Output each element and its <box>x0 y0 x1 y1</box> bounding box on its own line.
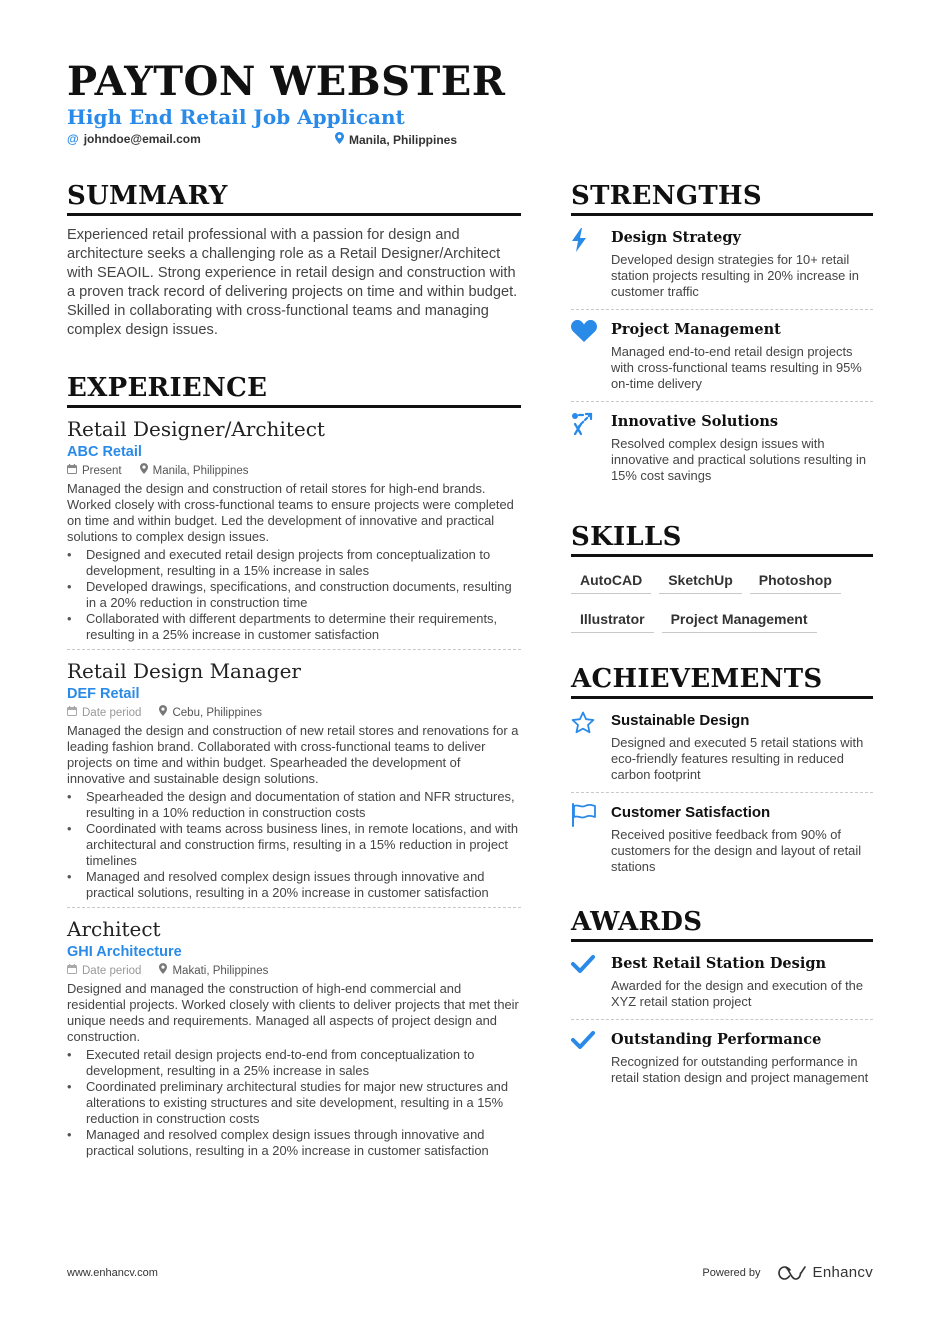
left-column <box>67 180 521 1165</box>
job-meta <box>67 963 521 979</box>
skill-tag: SketchUp <box>659 565 742 594</box>
job-entry <box>67 416 521 649</box>
bullet-item: • Executed retail design projects end-to-end from conceptualization to development, resulting in a 25% increase in sales <box>67 1047 521 1079</box>
achievement-item <box>571 792 873 884</box>
awards-section <box>571 906 873 1095</box>
strength-title: Design Strategy <box>611 229 741 246</box>
job-period: Present <box>82 465 122 477</box>
award-item <box>571 1019 873 1095</box>
strength-item <box>571 401 873 493</box>
achievement-title: Sustainable Design <box>611 712 750 729</box>
bullet-item: • Coordinated with teams across business lines, in remote locations, and with architectural and construction firms, resulting in a 15% reduction in project timelines <box>67 821 521 869</box>
award-description: Awarded for the design and execution of the XYZ retail station project <box>611 978 864 1009</box>
strength-title: Project Management <box>611 321 781 338</box>
bullet-item: • Collaborated with different departments to determine their requirements, resulting in a 25% increase in customer satisfaction <box>67 611 521 643</box>
powered-by-label: Powered by <box>702 1266 761 1279</box>
footer-site-link[interactable]: www.enhancv.com <box>67 1267 158 1279</box>
company-name: ABC Retail <box>67 444 142 460</box>
achievement-title: Customer Satisfaction <box>611 804 771 821</box>
award-description: Recognized for outstanding performance in retail station design and project management <box>611 1054 869 1085</box>
achievements-heading: ACHIEVEMENTS <box>571 663 873 699</box>
job-description: Managed the design and construction of new retail stores and renovations for a leading fashion brand. Collaborated with cross-functional teams to deliver projects on time and within budget. Spearheaded the development of innovative and sustainable design solutions. <box>67 723 519 786</box>
company-name: DEF Retail <box>67 686 140 702</box>
job-title: Retail Designer/Architect <box>67 417 325 441</box>
bullet-item: • Designed and executed retail design projects from conceptualization to development, resulting in a 15% increase in sales <box>67 547 521 579</box>
bullet-item: • Coordinated preliminary architectural studies for major new structures and alterations to existing structures and site development, resulting in a 15% reduction in construction costs <box>67 1079 521 1127</box>
route-icon <box>571 412 611 484</box>
job-meta <box>67 705 521 721</box>
summary-section <box>67 180 521 340</box>
job-period: Date period <box>82 965 142 977</box>
achievement-description: Received positive feedback from 90% of customers for the design and layout of retail stations <box>611 827 862 874</box>
job-entry <box>67 649 521 907</box>
candidate-name: PAYTON WEBSTER <box>67 58 506 105</box>
location-pin-icon <box>159 705 167 721</box>
flag-icon <box>571 803 611 875</box>
summary-heading: SUMMARY <box>67 180 521 216</box>
job-location: Manila, Philippines <box>152 465 249 477</box>
job-description: Designed and managed the construction of high-end commercial and residential projects. Worked closely with clients to deliver projects that met their unique needs and requirements. Managed all aspects of project design and construction. <box>67 981 519 1044</box>
strength-description: Managed end-to-end retail design projects with cross-functional teams resulting in 95% on-time delivery <box>611 344 862 391</box>
skills-list <box>571 565 873 643</box>
candidate-title: High End Retail Job Applicant <box>67 105 405 129</box>
award-item <box>571 944 873 1019</box>
enhancv-logo-icon <box>777 1265 809 1281</box>
strength-title: Innovative Solutions <box>611 413 779 430</box>
strength-description: Developed design strategies for 10+ retail station projects resulting in 20% increase in customer traffic <box>611 252 859 299</box>
bolt-icon <box>571 228 611 300</box>
strength-item <box>571 218 873 309</box>
bullet-item: • Spearheaded the design and documentation of station and NFR structures, resulting in a 10% reduction in construction costs <box>67 789 521 821</box>
email-contact[interactable] <box>67 132 201 146</box>
location-pin-icon <box>159 963 167 979</box>
location-contact <box>335 132 457 147</box>
location-text: Manila, Philippines <box>349 132 458 147</box>
calendar-icon <box>67 963 77 979</box>
heart-icon <box>571 320 611 392</box>
contact-row <box>67 132 877 150</box>
skills-section <box>571 521 873 643</box>
skill-tag: AutoCAD <box>571 565 651 594</box>
job-title: Architect <box>67 917 161 941</box>
job-bullets <box>67 789 521 901</box>
bullet-item: • Managed and resolved complex design issues through innovative and practical solutions, resulting in a 20% increase in customer satisfaction <box>67 869 521 901</box>
checkmark-icon <box>571 954 611 1010</box>
brand-name: Enhancv <box>812 1264 873 1281</box>
experience-section <box>67 372 521 1165</box>
summary-text: Experienced retail professional with a passion for design and architecture seeks a challenging role as a Retail Designer/Architect with SEAOIL. Strong experience in retail design and construction with a proven track record of delivering projects on time and within budget. Skilled in collaborating with cross-functional teams and managing complex design issues. <box>67 227 518 338</box>
awards-heading: AWARDS <box>571 906 873 942</box>
job-bullets <box>67 547 521 643</box>
job-entry <box>67 907 521 1165</box>
job-description: Managed the design and construction of retail stores for high-end brands. Worked closely with cross-functional teams to ensure projects were completed on time and within budget. Led the development of innovative and practical solutions to complex design issues. <box>67 481 514 544</box>
achievements-section <box>571 663 873 884</box>
right-column <box>571 180 873 1095</box>
calendar-icon <box>67 463 77 479</box>
strength-description: Resolved complex design issues with innovative and practical solutions resulting in 15% cost savings <box>611 436 867 483</box>
powered-by[interactable] <box>702 1264 873 1281</box>
strengths-section <box>571 180 873 493</box>
checkmark-icon <box>571 1030 611 1086</box>
experience-heading: EXPERIENCE <box>67 372 521 408</box>
resume-header <box>67 58 877 150</box>
email-text: johndoe@email.com <box>83 132 201 146</box>
strength-item <box>571 309 873 401</box>
job-bullets <box>67 1047 521 1159</box>
skills-heading: SKILLS <box>571 521 873 557</box>
star-icon <box>571 711 611 783</box>
job-title: Retail Design Manager <box>67 659 301 683</box>
achievement-description: Designed and executed 5 retail stations with eco-friendly features resulting in reduced carbon footprint <box>611 735 864 782</box>
job-period: Date period <box>82 707 142 719</box>
page-footer <box>67 1264 873 1284</box>
skill-tag: Photoshop <box>750 565 841 594</box>
job-location: Cebu, Philippines <box>172 707 262 719</box>
company-name: GHI Architecture <box>67 944 182 960</box>
bullet-item: • Managed and resolved complex design issues through innovative and practical solutions, resulting in a 20% increase in customer satisfaction <box>67 1127 521 1159</box>
skill-tag: Illustrator <box>571 604 654 633</box>
skill-tag: Project Management <box>662 604 817 633</box>
achievement-item <box>571 701 873 792</box>
at-icon: @ <box>67 132 79 146</box>
strengths-heading: STRENGTHS <box>571 180 873 216</box>
calendar-icon <box>67 705 77 721</box>
location-pin-icon <box>140 463 148 479</box>
job-meta <box>67 463 521 479</box>
job-location: Makati, Philippines <box>172 965 269 977</box>
location-pin-icon <box>335 132 344 147</box>
award-title: Outstanding Performance <box>611 1031 822 1048</box>
bullet-item: • Developed drawings, specifications, and construction documents, resulting in a 20% reduction in construction time <box>67 579 521 611</box>
award-title: Best Retail Station Design <box>611 955 827 972</box>
